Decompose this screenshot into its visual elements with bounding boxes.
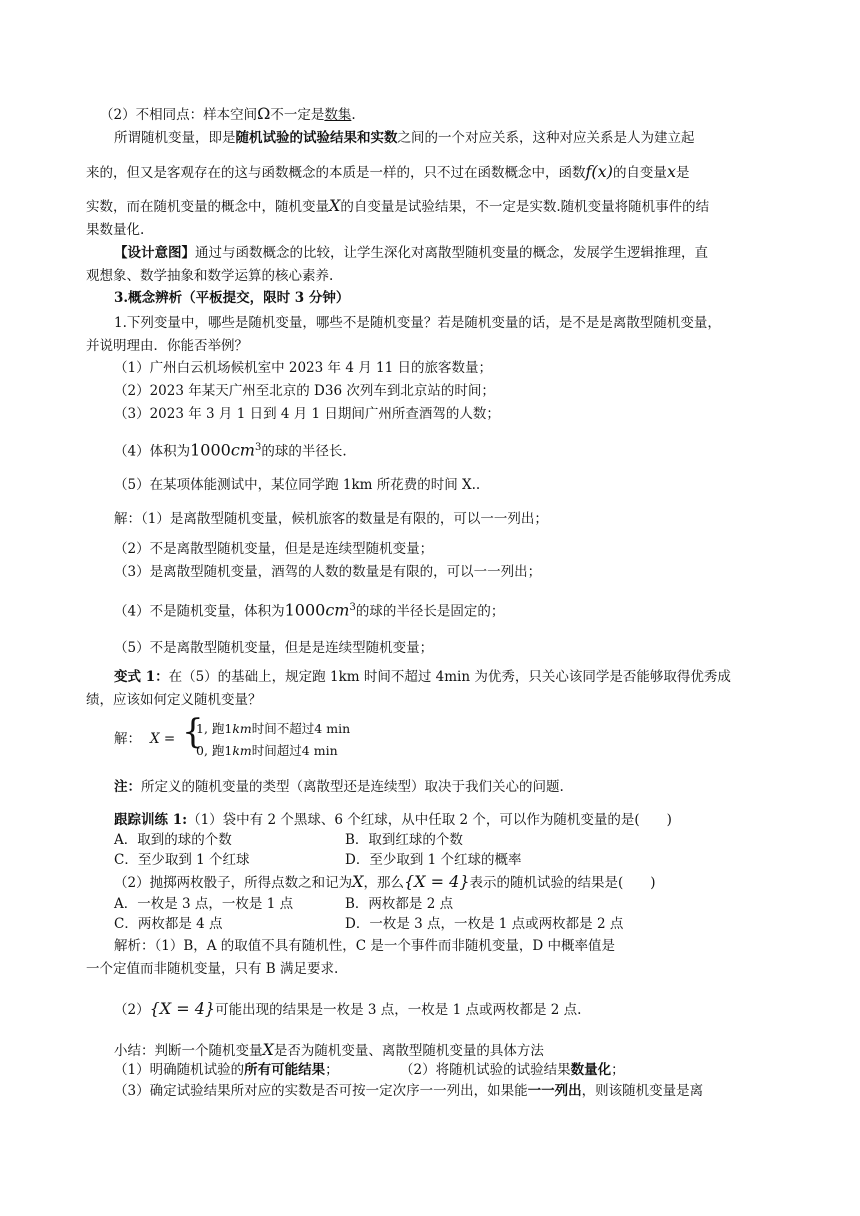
brace-symbol: { xyxy=(182,712,204,752)
analysis-1-cont: 一个定值而非随机变量，只有 B 满足要求. xyxy=(86,961,339,977)
summary-3: （3）确定试验结果所对应的实数是否可按一定次序一一列出，如果能一一列出，则该随机变量是离 xyxy=(114,1083,704,1099)
option-1a: A．取到的球的个数 xyxy=(114,832,232,848)
case-1: 1, 跑1km时间不超过4 min xyxy=(196,721,351,736)
variant-1-cont: 绩，应该如何定义随机变量？ xyxy=(86,692,262,708)
summary-2: （2）将随机试验的试验结果数量化； xyxy=(400,1062,625,1078)
case-2: 0, 跑1km时间超过4 min xyxy=(196,743,338,758)
solution-1: 解：（1）是离散型随机变量，候机旅客的数量是有限的，可以一一列出； xyxy=(114,511,548,527)
paragraph-line-5: 果数量化. xyxy=(86,222,145,238)
summary: 小结：判断一个随机变量X是否为随机变量、离散型随机变量的具体方法 xyxy=(114,1040,544,1059)
question-intro: 1.下列变量中，哪些是随机变量，哪些不是随机变量？若是随机变量的话，是不是是离散型随机变量， xyxy=(114,315,721,331)
option-1c: C．至少取到 1 个红球 xyxy=(114,852,250,868)
option-2c: C．两枚都是 4 点 xyxy=(114,916,223,932)
question-5: （5）在某项体能测试中，某位同学跑 1km 所花费的时间 X.. xyxy=(114,477,481,493)
definition-label: 解： xyxy=(114,731,141,747)
question-4: （4）体积为$1000cm^3$的球的半径长. xyxy=(114,440,347,460)
question-3: （3）2023 年 3 月 1 日到 4 月 1 日期间广州所查酒驾的人数； xyxy=(114,406,500,422)
option-2b: B．两枚都是 2 点 xyxy=(345,896,454,912)
solution-4: （4）不是随机变量，体积为$1000cm^3$的球的半径长是固定的； xyxy=(114,600,505,620)
line-difference: （2）不相同点：样本空间Ω不一定是数集. xyxy=(100,104,356,123)
option-2d: D．一枚是 3 点，一枚是 1 点或两枚都是 2 点 xyxy=(345,916,624,932)
solution-3: （3）是离散型随机变量，酒驾的人数的数量是有限的，可以一一列出； xyxy=(114,564,542,580)
practice-1: 跟踪训练 1:（1）袋中有 2 个黑球、6 个红球，从中任取 2 个，可以作为随机变量的是( ) xyxy=(114,812,672,828)
option-1d: D．至少取到 1 个红球的概率 xyxy=(345,852,522,868)
paragraph-random-variable: 所谓随机变量，即是随机试验的试验结果和实数之间的一个对应关系，这种对应关系是人为建立起 xyxy=(114,130,695,146)
definition-lhs: X = xyxy=(150,731,176,747)
option-1b: B．取到红球的个数 xyxy=(345,832,463,848)
design-intent-cont: 观想象、数学抽象和数学运算的核心素养. xyxy=(86,268,334,284)
practice-2: （2）抛掷两枚骰子，所得点数之和记为X，那么{X = 4}表示的随机试验的结果是( ) xyxy=(114,872,656,891)
question-2: （2）2023 年某天广州至北京的 D36 次列车到北京站的时间； xyxy=(114,383,495,399)
analysis-1: 解析：（1）B，A 的取值不具有随机性，C 是一个事件而非随机变量，D 中概率值是 xyxy=(114,938,616,954)
option-2a: A．一枚是 3 点，一枚是 1 点 xyxy=(114,896,294,912)
paragraph-line-3: 来的，但又是客观存在的这与函数概念的本质是一样的，只不过在函数概念中，函数f(x)的自变量x是 xyxy=(86,162,690,181)
paragraph-line-4: 实数，而在随机变量的概念中，随机变量X的自变量是试验结果，不一定是实数.随机变量将随机事件的结 xyxy=(86,196,710,215)
section-heading: 3.概念辨析（平板提交，限时 3 分钟） xyxy=(114,290,350,306)
design-intent: 【设计意图】通过与函数概念的比较，让学生深化对离散型随机变量的概念，发展学生逻辑推理，直 xyxy=(114,245,708,261)
question-1: （1）广州白云机场候机室中 2023 年 4 月 11 日的旅客数量； xyxy=(114,360,492,376)
summary-1: （1）明确随机试验的所有可能结果； xyxy=(114,1062,339,1078)
variant-1: 变式 1：在（5）的基础上，规定跑 1km 时间不超过 4min 为优秀，只关心该同学是否能够取得优秀成 xyxy=(114,669,731,685)
solution-2: （2）不是离散型随机变量，但是是连续型随机变量； xyxy=(114,541,434,557)
note: 注：所定义的随机变量的类型（离散型还是连续型）取决于我们关心的问题. xyxy=(114,779,564,795)
solution-5: （5）不是离散型随机变量，但是是连续型随机变量； xyxy=(114,640,434,656)
analysis-2: （2）{X = 4}可能出现的结果是一枚是 3 点，一枚是 1 点或两枚都是 2 点. xyxy=(114,999,582,1018)
question-intro-cont: 并说明理由．你能否举例？ xyxy=(86,338,248,354)
